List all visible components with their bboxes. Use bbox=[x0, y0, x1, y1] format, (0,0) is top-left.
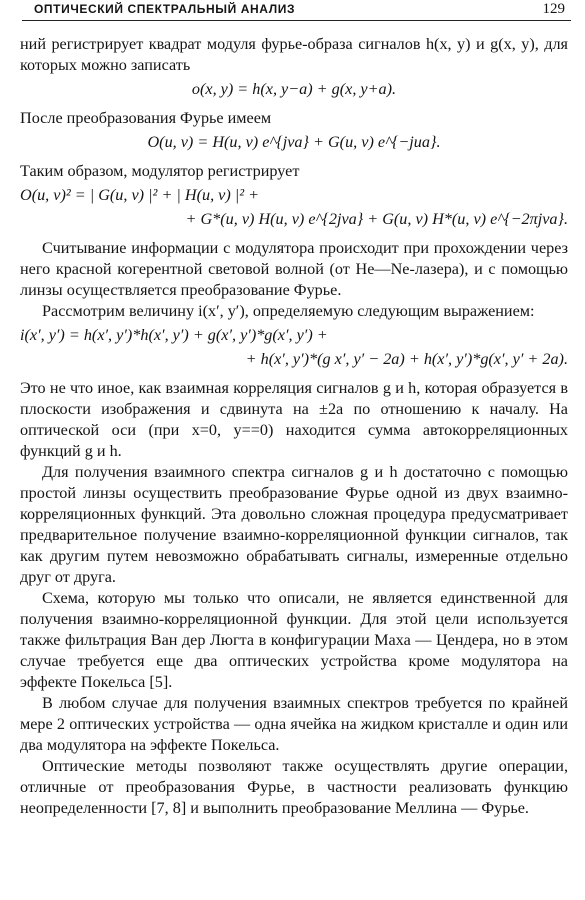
equation-3-line-1: O(u, v)² = | G(u, v) |² + | H(u, v) |² + bbox=[20, 186, 260, 204]
equation-1: o(x, y) = h(x, y−a) + g(x, y+a). bbox=[191, 80, 397, 98]
paragraph-1: ний регистрирует квадрат модуля фурье-образа сигналов h(x, y) и g(x, y), для которых можно записать bbox=[20, 35, 568, 74]
page-number: 129 bbox=[542, 1, 565, 17]
paragraph-9: В любом случае для получения взаимных спектров требуется по крайней мере 2 оптических устройства — одна ячейка на жидком кристалле и один или два модулятора на эффекте Покельса. bbox=[20, 694, 568, 754]
paragraph-8: Схема, которую мы только что описали, не является единственной для получения взаимно-корреляционной функции. Для этой цели используется также фильтрация Ван дер Люгта в конфигурации Маха — Цендера, но в этом случае требуется еще два оптических устройства кроме модулятора на эффекте Покельса [5]. bbox=[20, 589, 568, 691]
paragraph-6: Это не что иное, как взаимная корреляция сигналов g и h, которая образуется в плоскости изображения и сдвинута на ±2a по отношению к началу. На оптической оси (при x=0, y==0) находится сумма автокорреляционных функций g и h. bbox=[20, 379, 568, 460]
equation-2: O(u, v) = H(u, v) e^{jva} + G(u, v) e^{−jua}. bbox=[147, 133, 441, 151]
paragraph-7: Для получения взаимного спектра сигналов g и h достаточно с помощью простой линзы осуществить преобразование Фурье одной из двух взаимно-корреляционных функций. Эта довольно сложная процедура предусматривает предварительное получение взаимно-корреляционной функции сигналов, так как другим путем невозможно обрабатывать сигналы, измеренные отдельно друг от друга. bbox=[20, 463, 568, 586]
equation-4-line-2: + h(x′, y′)*(g x′, y′ − 2a) + h(x′, y′)*g(x′, y′ + 2a). bbox=[245, 350, 568, 368]
paragraph-4: Считывание информации с модулятора происходит при прохождении через него красной когерентной световой волной (от He—Ne-лазера), и с помощью линзы осуществляется преобразование Фурье. bbox=[20, 239, 568, 299]
paragraph-10: Оптические методы позволяют также осуществлять другие операции, отличные от преобразования Фурье, в частности реализовать функцию неопределенности [7, 8] и выполнить преобразование Меллина — Фурье. bbox=[20, 757, 568, 817]
equation-3-line-2: + G*(u, v) H(u, v) e^{2jva} + G(u, v) H*(u, v) e^{−2πjva}. bbox=[185, 210, 568, 228]
equation-4-line-1: i(x′, y′) = h(x′, y′)*h(x′, y′) + g(x′, y′)*g(x′, y′) + bbox=[20, 326, 328, 344]
running-header bbox=[22, 0, 571, 21]
page-body bbox=[20, 34, 568, 819]
paragraph-5: Рассмотрим величину i(x′, y′), определяемую следующим выражением: bbox=[42, 302, 535, 320]
paragraph-3: Таким образом, модулятор регистрирует bbox=[20, 162, 300, 180]
paragraph-2: После преобразования Фурье имеем bbox=[20, 109, 272, 127]
running-title: ОПТИЧЕСКИЙ СПЕКТРАЛЬНЫЙ АНАЛИЗ bbox=[34, 2, 296, 16]
